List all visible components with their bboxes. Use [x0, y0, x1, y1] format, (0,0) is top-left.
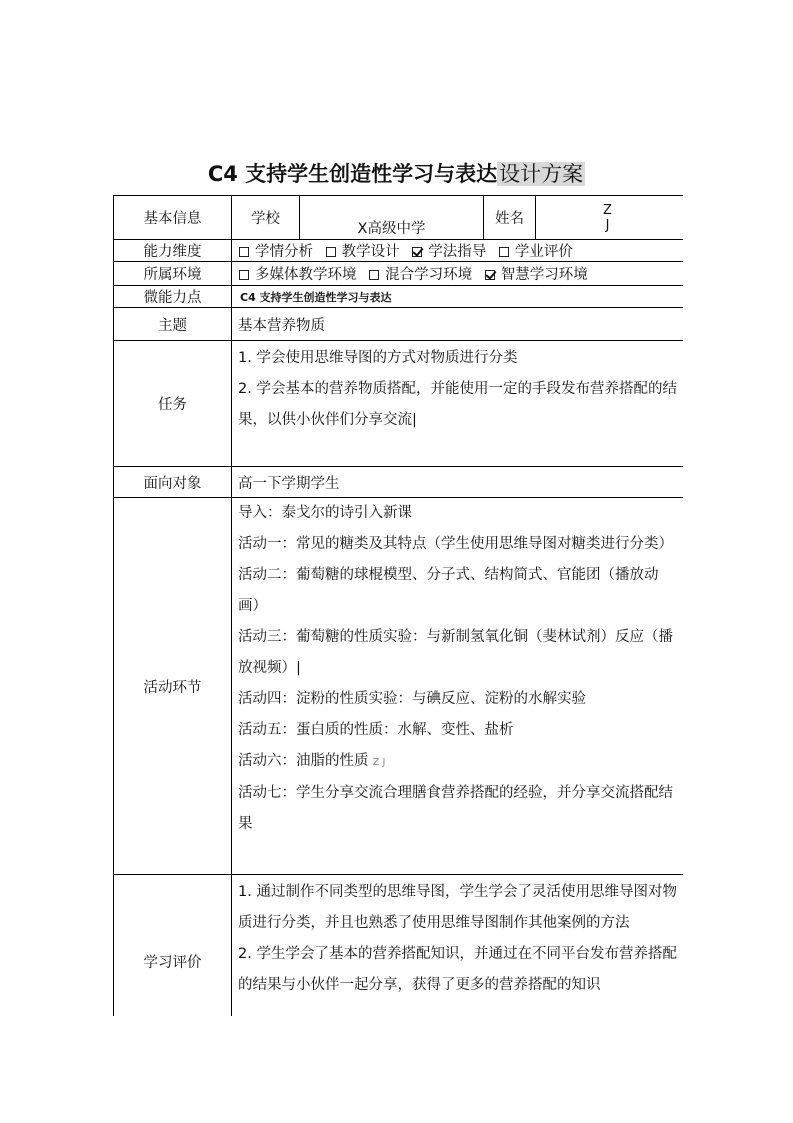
title-highlight: 设计方案 [499, 162, 584, 186]
micro-value: C4 支持学生创造性学习与表达 [232, 286, 684, 308]
activity-item: 导入：泰戈尔的诗引入新课 [238, 505, 412, 521]
school-value[interactable]: X高级中学 [300, 196, 484, 240]
environment-options [232, 262, 684, 286]
activity-item: 活动二：葡萄糖的球棍模型、分子式、结构简式、官能团（播放动画） [238, 567, 659, 614]
ability-checkbox-2[interactable] [412, 247, 422, 257]
activity-item: 活动四：淀粉的性质实验：与碘反应、淀粉的水解实验 [238, 691, 586, 707]
environment-checkbox-0[interactable] [239, 270, 249, 280]
audience-label: 面向对象 [114, 467, 232, 498]
activity-item: 活动七：学生分享交流合理膳食营养搭配的经验，并分享交流搭配结果 [238, 785, 673, 832]
activity-text: 活动六：油脂的性质 [238, 753, 369, 769]
school-label: 学校 [232, 196, 300, 240]
ability-checkbox-3[interactable] [499, 247, 509, 257]
design-table [113, 195, 683, 1016]
row-environment [114, 262, 684, 286]
row-activities [114, 498, 684, 875]
row-topic [114, 308, 684, 341]
ability-option-label: 学情分析 [255, 244, 313, 260]
activity-item: 活动一：常见的糖类及其特点（学生使用思维导图对糖类进行分类） [238, 536, 673, 552]
title-main: C4 支持学生创造性学习与表达 [207, 162, 498, 186]
environment-option-label: 多媒体教学环境 [255, 267, 357, 283]
environment-option-label: 混合学习环境 [385, 267, 473, 283]
activity-item: 活动三：葡萄糖的性质实验：与新制氢氧化铜（斐林试剂）反应（播放视频）| [238, 629, 673, 676]
audience-value[interactable]: 高一下学期学生 [232, 467, 684, 498]
row-audience [114, 467, 684, 498]
ability-options [232, 240, 684, 262]
task-item: 1. 学会使用思维导图的方式对物质进行分类 [238, 350, 518, 366]
environment-checkbox-2[interactable] [485, 270, 495, 280]
basic-info-label: 基本信息 [114, 196, 232, 240]
evaluation-label: 学习评价 [114, 875, 232, 1017]
row-ability [114, 240, 684, 262]
row-evaluation [114, 875, 684, 1017]
environment-option-label: 智慧学习环境 [500, 267, 588, 283]
activities-content[interactable] [232, 498, 684, 875]
ability-label: 能力维度 [114, 240, 232, 262]
environment-label: 所属环境 [114, 262, 232, 286]
activity-item: 活动五：蛋白质的性质：水解、变性、盐析 [238, 722, 514, 738]
activities-label: 活动环节 [114, 498, 232, 875]
environment-checkbox-1[interactable] [369, 270, 379, 280]
name-label: 姓名 [484, 196, 536, 240]
topic-label: 主题 [114, 308, 232, 341]
evaluation-item: 1. 通过制作不同类型的思维导图，学生学会了灵活使用思维导图对物质进行分类，并且也熟悉了使用思维导图制作其他案例的方法 [238, 884, 677, 931]
micro-label: 微能力点 [114, 286, 232, 308]
ability-option-label: 学业评价 [514, 244, 573, 260]
row-tasks [114, 341, 684, 467]
design-table-frame [113, 195, 683, 1016]
activity-mark: Z J [372, 757, 386, 768]
tasks-label: 任务 [114, 341, 232, 467]
ability-option-label: 学法指导 [428, 244, 487, 260]
activity-item-with-mark [232, 746, 683, 778]
evaluation-content[interactable] [232, 875, 684, 1017]
topic-value[interactable]: 基本营养物质 [232, 308, 684, 341]
tasks-content[interactable] [232, 341, 684, 467]
ability-checkbox-1[interactable] [326, 247, 336, 257]
row-basic-info [114, 196, 684, 240]
name-value[interactable]: Z J [536, 196, 684, 240]
task-item: 2. 学会基本的营养物质搭配，并能使用一定的手段发布营养搭配的结果，以供小伙伴们分享交流| [238, 381, 677, 428]
ability-checkbox-0[interactable] [239, 247, 249, 257]
ability-option-label: 教学设计 [341, 244, 400, 260]
page-title [0, 158, 793, 190]
evaluation-item: 2. 学生学会了基本的营养搭配知识，并通过在不同平台发布营养搭配的结果与小伙伴一起分享，获得了更多的营养搭配的知识 [238, 946, 677, 993]
row-micro [114, 286, 684, 308]
